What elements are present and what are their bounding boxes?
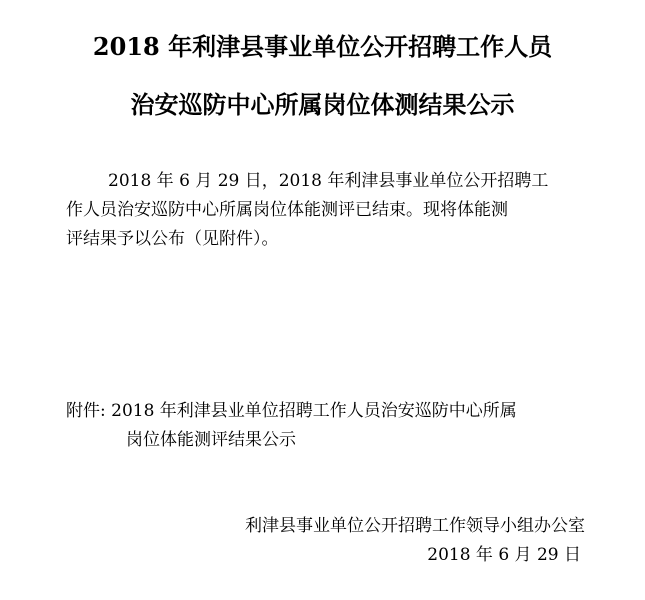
issue-date: 2018 年 6 月 29 日 — [427, 545, 581, 565]
paragraph-line: 评结果予以公布（见附件）。 — [66, 229, 279, 249]
announcement-paragraph — [66, 167, 596, 254]
paragraph-line: 2018 年 6 月 29 日，2018 年利津县事业单位公开招聘工 — [108, 171, 549, 191]
document-title-line-2: 治安巡防中心所属岗位体测结果公示 — [130, 90, 515, 119]
issuing-organization: 利津县事业单位公开招聘工作领导小组办公室 — [245, 516, 585, 536]
document-title-line-1: 2018 年利津县事业单位公开招聘工作人员 — [92, 32, 553, 61]
attachment-note — [66, 397, 596, 455]
attachment-line-1: 附件: 2018 年利津县业单位招聘工作人员治安巡防中心所属 — [66, 401, 517, 421]
paragraph-line: 作人员治安巡防中心所属岗位体能测评已结束。现将体能测 — [66, 200, 508, 220]
attachment-line-2: 岗位体能测评结果公示 — [126, 430, 296, 450]
